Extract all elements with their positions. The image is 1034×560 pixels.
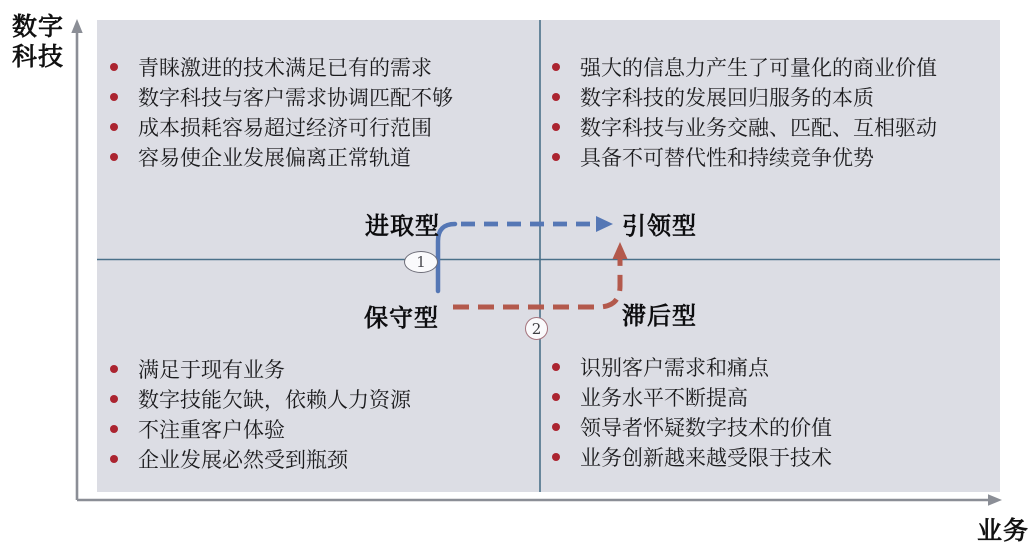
list-item-text: 数字技能欠缺，依赖人力资源 xyxy=(138,388,411,412)
list-item xyxy=(552,52,937,82)
bullet-icon xyxy=(552,393,560,401)
y-axis-arrowhead-icon xyxy=(71,19,82,33)
step-marker-1: 1 xyxy=(404,251,438,273)
list-item xyxy=(110,354,411,384)
type-label-leading: 引领型 xyxy=(622,212,697,240)
list-item-text: 满足于现有业务 xyxy=(138,358,285,382)
list-item-text: 不注重客户体验 xyxy=(138,418,285,442)
list-item-text: 具备不可替代性和持续竞争优势 xyxy=(580,146,874,170)
list-item-text: 数字科技与客户需求协调匹配不够 xyxy=(138,86,453,110)
bullet-icon xyxy=(110,455,118,463)
bullet-icon xyxy=(552,453,560,461)
y-axis-title-line1: 数字 xyxy=(12,12,65,41)
y-axis-title-line2: 科技 xyxy=(12,42,65,71)
bullet-icon xyxy=(552,363,560,371)
x-axis-title: 业务 xyxy=(977,516,1030,545)
bullet-icon xyxy=(110,153,118,161)
list-item-text: 成本损耗容易超过经济可行范围 xyxy=(138,116,432,140)
list-item xyxy=(110,112,453,142)
list-item-text: 强大的信息力产生了可量化的商业价值 xyxy=(580,56,937,80)
list-item xyxy=(552,382,832,412)
list-item xyxy=(552,352,832,382)
list-item-text: 企业发展必然受到瓶颈 xyxy=(138,448,348,472)
list-item-text: 领导者怀疑数字技术的价值 xyxy=(580,416,832,440)
list-item xyxy=(552,442,832,472)
type-label-lagging: 滞后型 xyxy=(622,302,697,330)
type-label-conservative: 保守型 xyxy=(364,304,439,332)
list-item xyxy=(552,142,937,172)
bullet-icon xyxy=(552,93,560,101)
list-item-text: 业务水平不断提高 xyxy=(580,386,748,410)
bullet-icon xyxy=(552,423,560,431)
bullet-icon xyxy=(110,395,118,403)
quadrant-bottom-right-list xyxy=(552,352,832,472)
bullet-icon xyxy=(110,425,118,433)
list-item-text: 数字科技的发展回归服务的本质 xyxy=(580,86,874,110)
bullet-icon xyxy=(552,153,560,161)
list-item-text: 容易使企业发展偏离正常轨道 xyxy=(138,146,411,170)
bullet-icon xyxy=(552,63,560,71)
quadrant-bottom-left-list xyxy=(110,354,411,474)
list-item xyxy=(110,384,411,414)
bullet-icon xyxy=(110,123,118,131)
list-item-text: 数字科技与业务交融、匹配、互相驱动 xyxy=(580,116,937,140)
bullet-icon xyxy=(110,63,118,71)
step-marker-2: 2 xyxy=(525,317,548,340)
list-item-text: 业务创新越来越受限于技术 xyxy=(580,446,832,470)
list-item-text: 青睐激进的技术满足已有的需求 xyxy=(138,56,432,80)
quadrant-top-left-list xyxy=(110,52,453,172)
list-item xyxy=(110,142,453,172)
list-item xyxy=(110,414,411,444)
list-item-text: 识别客户需求和痛点 xyxy=(580,356,769,380)
list-item xyxy=(552,412,832,442)
list-item xyxy=(110,444,411,474)
list-item xyxy=(110,82,453,112)
type-label-aggressive: 进取型 xyxy=(365,212,440,240)
quadrant-top-right-list xyxy=(552,52,937,172)
bullet-icon xyxy=(110,365,118,373)
list-item xyxy=(552,82,937,112)
y-axis-title xyxy=(12,12,64,72)
x-axis-arrowhead-icon xyxy=(988,494,1002,505)
bullet-icon xyxy=(552,123,560,131)
list-item xyxy=(110,52,453,82)
bullet-icon xyxy=(110,93,118,101)
list-item xyxy=(552,112,937,142)
